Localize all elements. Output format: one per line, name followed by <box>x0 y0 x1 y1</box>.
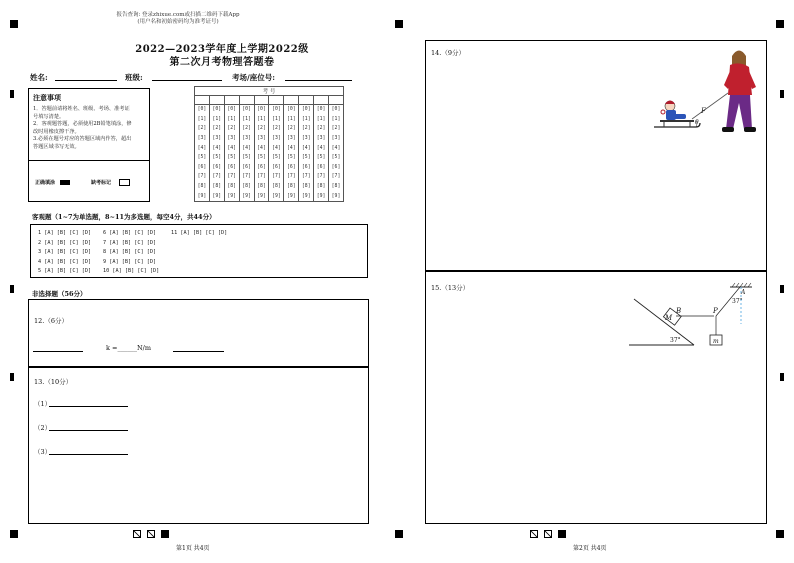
exam-number-bubble[interactable]: [4] <box>209 143 224 153</box>
page-number-2: 第2页 共4页 <box>573 545 607 552</box>
q13-blank-3[interactable] <box>49 454 128 455</box>
exam-number-bubble[interactable]: [4] <box>314 143 329 153</box>
exam-number-bubble[interactable]: [0] <box>329 105 344 115</box>
name-label: 姓名: <box>30 73 48 82</box>
exam-number-bubble[interactable]: [0] <box>284 105 299 115</box>
exam-number-bubble[interactable]: [3] <box>284 134 299 144</box>
q13-item-label: （1） <box>34 400 52 408</box>
exam-number-header: 考 号 <box>195 87 344 96</box>
exam-number-bubble[interactable]: [6] <box>195 163 210 173</box>
exam-number-bubble[interactable]: [9] <box>224 191 239 201</box>
notice-line: 改时用橡皮擦干净。 <box>33 128 80 135</box>
notice-content <box>33 93 132 152</box>
exam-number-bubble[interactable]: [9] <box>269 191 284 201</box>
angle-bottom-label: 37° <box>670 337 681 344</box>
exam-number-bubble[interactable]: [2] <box>329 124 344 134</box>
objective-question-row[interactable]: 2 [A] [B] [C] [D] <box>38 239 92 246</box>
exam-number-bubble[interactable]: [4] <box>224 143 239 153</box>
notice-box <box>28 88 150 202</box>
q14-label: 14.（9分） <box>431 49 465 57</box>
exam-number-bubble[interactable]: [4] <box>239 143 254 153</box>
exam-number-bubble[interactable]: [3] <box>299 134 314 144</box>
exam-number-bubble[interactable]: [2] <box>299 124 314 134</box>
correct-fill-legend <box>35 179 70 186</box>
exam-number-bubble[interactable]: [9] <box>195 191 210 201</box>
exam-number-bubble[interactable]: [1] <box>284 115 299 125</box>
q13-item-label: （3） <box>34 448 52 456</box>
exam-number-bubble[interactable]: [0] <box>314 105 329 115</box>
exam-number-bubble[interactable]: [4] <box>284 143 299 153</box>
q15-label: 15.（13分） <box>431 284 470 292</box>
exam-number-bubble[interactable]: [5] <box>209 153 224 163</box>
q12-blank-3[interactable] <box>173 351 224 352</box>
figure-label-B: B <box>676 307 682 315</box>
sled-figure <box>646 41 756 146</box>
objective-question-row[interactable]: 10 [A] [B] [C] [D] <box>103 268 160 275</box>
page-check-box-4 <box>544 530 552 538</box>
report-query-note: 报告查询: 登录zhixue.com或扫描二维码下载App (用户名和初始密码均为准考证号) <box>116 12 240 25</box>
exam-title-line2: 第二次月考物理答题卷 <box>169 57 275 68</box>
exam-number-bubble[interactable]: [0] <box>224 105 239 115</box>
exam-number-bubble[interactable]: [2] <box>284 124 299 134</box>
corner-mark-top-center <box>395 20 403 28</box>
exam-number-bubble[interactable]: [9] <box>209 191 224 201</box>
exam-number-bubble[interactable]: [7] <box>209 172 224 182</box>
exam-number-bubble[interactable]: [9] <box>299 191 314 201</box>
exam-number-bubble[interactable]: [7] <box>314 172 329 182</box>
q14-answer-box[interactable] <box>425 40 767 271</box>
exam-number-bubble[interactable]: [6] <box>254 163 269 173</box>
objective-question-row[interactable]: 5 [A] [B] [C] [D] <box>38 268 92 275</box>
q13-label: 13.（10分） <box>34 378 73 386</box>
exam-number-bubble[interactable]: [4] <box>329 143 344 153</box>
notice-line: 2．客观题答题，必须使用2B铅笔填涂，修 <box>33 121 132 128</box>
notice-line: 号填写清楚。 <box>33 113 65 120</box>
figure-label-M: M <box>665 314 673 322</box>
notice-line: 答题区域书写无效。 <box>33 143 80 150</box>
absent-mark-checkbox[interactable] <box>119 179 130 186</box>
q12-answer-box[interactable] <box>28 299 369 367</box>
room-seat-field[interactable] <box>285 80 352 81</box>
exam-number-bubble[interactable]: [1] <box>254 115 269 125</box>
exam-number-bubble[interactable]: [6] <box>314 163 329 173</box>
exam-number-bubble[interactable]: [7] <box>254 172 269 182</box>
exam-number-bubble[interactable]: [2] <box>195 124 210 134</box>
objective-question-row[interactable]: 1 [A] [B] [C] [D] <box>38 230 92 236</box>
figure-label-A: A <box>741 289 746 296</box>
exam-number-bubble[interactable]: [7] <box>329 172 344 182</box>
exam-number-bubble[interactable]: [6] <box>239 163 254 173</box>
exam-number-bubble[interactable]: [7] <box>299 172 314 182</box>
exam-number-bubble[interactable]: [8] <box>209 182 224 192</box>
exam-number-bubble[interactable]: [8] <box>269 182 284 192</box>
exam-number-bubble[interactable]: [3] <box>224 134 239 144</box>
exam-number-write-cell[interactable] <box>329 96 344 105</box>
exam-number-bubble[interactable]: [1] <box>269 115 284 125</box>
exam-number-bubble[interactable]: [5] <box>269 153 284 163</box>
exam-number-bubble[interactable]: [3] <box>239 134 254 144</box>
objective-question-row[interactable]: 11 [A] [B] [C] [D] <box>171 230 228 236</box>
class-field[interactable] <box>152 80 222 81</box>
exam-number-bubble[interactable]: [5] <box>254 153 269 163</box>
exam-number-bubble[interactable]: [1] <box>195 115 210 125</box>
angle-top-label: 37° <box>732 298 743 305</box>
exam-number-bubble[interactable]: [1] <box>224 115 239 125</box>
exam-number-bubble[interactable]: [0] <box>254 105 269 115</box>
exam-number-bubble[interactable]: [3] <box>209 134 224 144</box>
notice-line: 3.必须在题号对应的答题区域内作答，超出 <box>33 136 132 143</box>
exam-number-bubble[interactable]: [6] <box>224 163 239 173</box>
exam-number-bubble[interactable]: [8] <box>254 182 269 192</box>
exam-number-bubble[interactable]: [7] <box>239 172 254 182</box>
q13-answer-box[interactable] <box>28 367 369 524</box>
exam-number-bubble[interactable]: [9] <box>314 191 329 201</box>
exam-number-bubble[interactable]: [1] <box>329 115 344 125</box>
exam-number-bubble[interactable]: [0] <box>209 105 224 115</box>
figure-label-P: P <box>713 307 718 315</box>
exam-number-bubble[interactable]: [4] <box>269 143 284 153</box>
objective-question-row[interactable]: 3 [A] [B] [C] [D] <box>38 249 92 256</box>
class-label: 班级: <box>125 73 143 82</box>
exam-number-bubble[interactable]: [9] <box>284 191 299 201</box>
exam-number-bubble[interactable]: [5] <box>329 153 344 163</box>
exam-number-bubble[interactable]: [3] <box>254 134 269 144</box>
exam-number-bubble[interactable]: [4] <box>195 143 210 153</box>
exam-number-bubble[interactable]: [1] <box>239 115 254 125</box>
page-mark-solid-2 <box>558 530 566 538</box>
q13-blank-2[interactable] <box>49 430 128 431</box>
q12-label: 12.（6分） <box>34 317 68 325</box>
page-number-1: 第1页 共4页 <box>176 545 210 552</box>
exam-number-bubble[interactable]: [7] <box>269 172 284 182</box>
name-field[interactable] <box>55 80 117 81</box>
exam-number-bubble[interactable]: [7] <box>284 172 299 182</box>
corner-mark-bottom-center <box>395 530 403 538</box>
exam-number-bubble[interactable]: [6] <box>284 163 299 173</box>
absent-mark-legend <box>91 179 130 186</box>
notice-line: 1．答题前请将姓名、班级、考场、准考证 <box>33 106 130 112</box>
absent-mark-label: 缺考标记 <box>91 180 112 186</box>
exam-number-bubble[interactable]: [9] <box>329 191 344 201</box>
exam-number-bubble[interactable]: [2] <box>224 124 239 134</box>
objective-question-row[interactable]: 6 [A] [B] [C] [D] <box>103 230 157 236</box>
exam-number-bubble[interactable]: [2] <box>269 124 284 134</box>
figure-label-m: m <box>713 338 719 345</box>
correct-fill-label: 正确填涂 <box>35 180 56 186</box>
exam-number-bubble[interactable]: [3] <box>329 134 344 144</box>
exam-number-write-cell[interactable] <box>299 96 314 105</box>
force-label: F <box>701 107 706 115</box>
q12-k-blank[interactable]: k =______N/m <box>106 344 151 352</box>
exam-number-write-cell[interactable] <box>254 96 269 105</box>
exam-number-bubble[interactable]: [3] <box>269 134 284 144</box>
exam-number-bubble[interactable]: [1] <box>314 115 329 125</box>
exam-number-bubble[interactable]: [1] <box>299 115 314 125</box>
exam-title-line1: 2022—2023学年度上学期2022级 <box>135 44 309 55</box>
exam-number-bubble[interactable]: [5] <box>239 153 254 163</box>
exam-number-write-cell[interactable] <box>314 96 329 105</box>
exam-number-bubble[interactable]: [8] <box>299 182 314 192</box>
exam-number-bubble[interactable]: [6] <box>269 163 284 173</box>
objective-col1 <box>38 229 91 277</box>
corner-mark-bottom-right <box>776 530 784 538</box>
exam-number-bubble[interactable]: [7] <box>224 172 239 182</box>
objective-question-row[interactable]: 4 [A] [B] [C] [D] <box>38 258 92 265</box>
exam-number-write-cell[interactable] <box>209 96 224 105</box>
room-seat-label: 考场/座位号: <box>232 73 276 82</box>
correct-fill-sample <box>60 180 70 185</box>
objective-col2 <box>103 229 159 277</box>
subjective-section-title: 非选择题（56分） <box>32 290 87 298</box>
exam-number-bubble[interactable]: [5] <box>314 153 329 163</box>
exam-number-bubble[interactable]: [1] <box>209 115 224 125</box>
exam-number-write-cell[interactable] <box>269 96 284 105</box>
exam-number-bubble[interactable]: [0] <box>269 105 284 115</box>
exam-number-write-cell[interactable] <box>195 96 210 105</box>
exam-number-bubble[interactable]: [2] <box>209 124 224 134</box>
exam-number-bubble[interactable]: [5] <box>224 153 239 163</box>
page-check-box-2 <box>147 530 155 538</box>
exam-number-bubble[interactable]: [0] <box>239 105 254 115</box>
corner-mark-bottom-left <box>10 530 18 538</box>
exam-number-bubble[interactable]: [5] <box>195 153 210 163</box>
objective-question-row[interactable]: 8 [A] [B] [C] [D] <box>103 249 157 256</box>
objective-answer-box <box>30 224 368 278</box>
corner-mark-top-right <box>776 20 784 28</box>
page-check-box-1 <box>133 530 141 538</box>
exam-number-bubble[interactable]: [2] <box>254 124 269 134</box>
exam-number-bubble[interactable]: [5] <box>284 153 299 163</box>
exam-number-bubble[interactable]: [4] <box>254 143 269 153</box>
exam-number-write-cell[interactable] <box>239 96 254 105</box>
exam-number-write-cell[interactable] <box>284 96 299 105</box>
q13-item-label: （2） <box>34 424 52 432</box>
objective-section-title: 客观题（1~7为单选题，8~11为多选题，每空4分，共44分） <box>32 213 216 221</box>
exam-number-bubble[interactable]: [2] <box>239 124 254 134</box>
page-check-box-3 <box>530 530 538 538</box>
exam-number-bubble[interactable]: [3] <box>314 134 329 144</box>
q15-answer-box[interactable] <box>425 271 767 524</box>
objective-question-row[interactable]: 9 [A] [B] [C] [D] <box>103 258 157 265</box>
exam-number-bubble[interactable]: [8] <box>195 182 210 192</box>
exam-number-bubble[interactable]: [4] <box>299 143 314 153</box>
exam-number-bubble[interactable]: [8] <box>314 182 329 192</box>
exam-number-bubble[interactable]: [6] <box>299 163 314 173</box>
exam-number-grid <box>194 86 344 202</box>
exam-number-bubble[interactable]: [9] <box>239 191 254 201</box>
exam-number-bubble[interactable]: [9] <box>254 191 269 201</box>
q12-blank-1[interactable] <box>33 351 83 352</box>
exam-number-bubble[interactable]: [6] <box>209 163 224 173</box>
exam-number-write-cell[interactable] <box>224 96 239 105</box>
exam-number-bubble[interactable]: [8] <box>329 182 344 192</box>
exam-number-bubble[interactable]: [7] <box>195 172 210 182</box>
exam-number-bubble[interactable]: [6] <box>329 163 344 173</box>
notice-title: 注意事项 <box>33 93 61 102</box>
incline-pulley-figure <box>624 280 764 360</box>
objective-question-row[interactable]: 7 [A] [B] [C] [D] <box>103 239 157 246</box>
exam-number-bubble[interactable]: [8] <box>239 182 254 192</box>
exam-number-bubble[interactable]: [0] <box>195 105 210 115</box>
exam-number-bubble[interactable]: [3] <box>195 134 210 144</box>
exam-number-bubble[interactable]: [8] <box>284 182 299 192</box>
angle-label: θ <box>695 119 699 126</box>
objective-col3 <box>171 229 227 239</box>
exam-number-bubble[interactable]: [0] <box>299 105 314 115</box>
exam-number-bubble[interactable]: [2] <box>314 124 329 134</box>
exam-number-bubble[interactable]: [5] <box>299 153 314 163</box>
page-mark-solid-1 <box>161 530 169 538</box>
q13-blank-1[interactable] <box>49 406 128 407</box>
exam-number-bubble[interactable]: [8] <box>224 182 239 192</box>
